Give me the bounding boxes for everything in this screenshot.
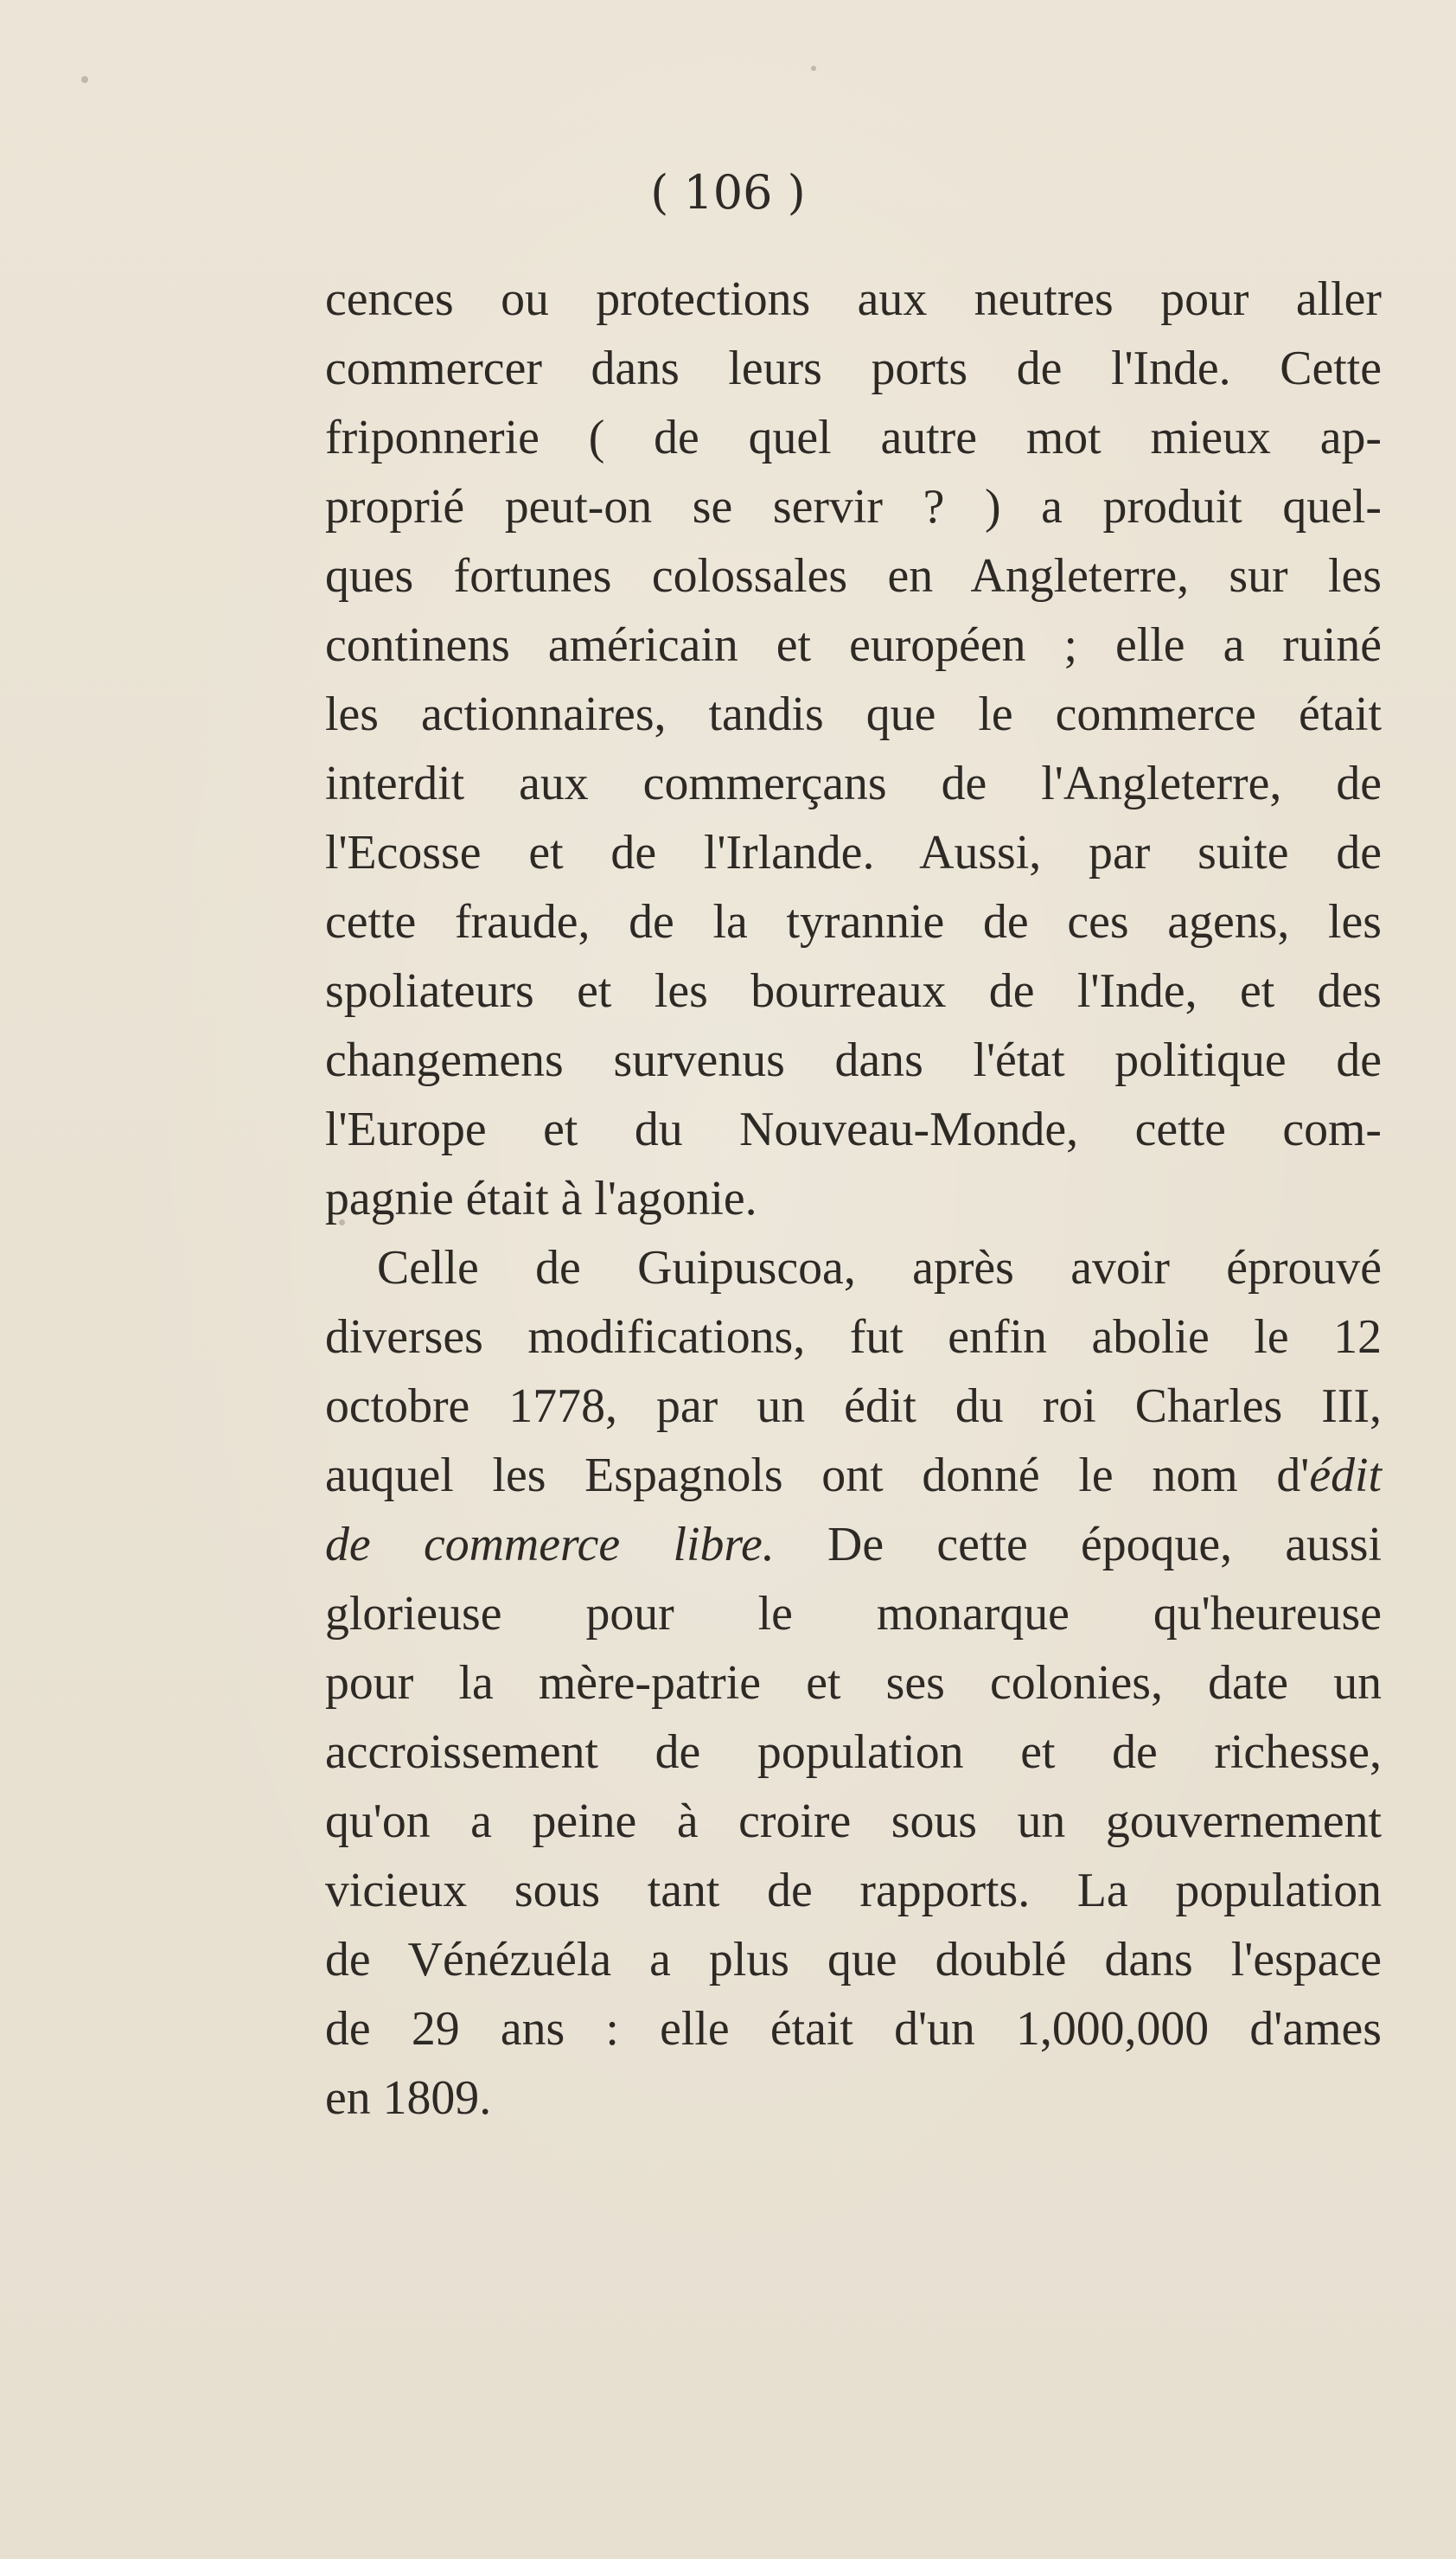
text-fragment: De cette époque, aussi xyxy=(774,1518,1382,1571)
text-line: l'Europe et du Nouveau-Monde, cette com- xyxy=(325,1103,1382,1156)
text-line: glorieuse pour le monarque qu'heureuse xyxy=(325,1587,1382,1641)
italic-text: de commerce libre. xyxy=(325,1518,775,1571)
text-line: qu'on a peine à croire sous un gouvernement xyxy=(325,1794,1382,1848)
text-fragment: auquel les Espagnols ont donné le nom d' xyxy=(325,1449,1310,1502)
text-line xyxy=(325,1441,1382,1510)
text-line: les actionnaires, tandis que le commerce était xyxy=(325,688,1382,741)
text-line: pour la mère-patrie et ses colonies, date un xyxy=(325,1656,1382,1710)
text-line: friponnerie ( de quel autre mot mieux ap- xyxy=(325,411,1382,464)
text-line: spoliateurs et les bourreaux de l'Inde, et des xyxy=(325,964,1382,1018)
text-line: cette fraude, de la tyrannie de ces agens, les xyxy=(325,895,1382,949)
text-line: de 29 ans : elle était d'un 1,000,000 d'ames xyxy=(325,2002,1382,2056)
paper-spot xyxy=(811,66,816,71)
text-line: ques fortunes colossales en Angleterre, sur les xyxy=(325,549,1382,603)
text-line: l'Ecosse et de l'Irlande. Aussi, par suite de xyxy=(325,826,1382,880)
italic-text: édit xyxy=(1309,1449,1382,1502)
paper-spot xyxy=(81,76,88,83)
page-number: ( 106 ) xyxy=(650,165,806,220)
text-line: en 1809. xyxy=(325,2071,492,2125)
text-line: vicieux sous tant de rapports. La population xyxy=(325,1864,1382,1917)
text-line xyxy=(325,1510,1382,1579)
text-line: interdit aux commerçans de l'Angleterre, de xyxy=(325,757,1382,810)
text-line: octobre 1778, par un édit du roi Charles III, xyxy=(325,1379,1382,1433)
text-line: de Vénézuéla a plus que doublé dans l'espace xyxy=(325,1933,1382,1986)
text-line: Celle de Guipuscoa, après avoir éprouvé xyxy=(377,1241,1382,1295)
text-line: commercer dans leurs ports de l'Inde. Cette xyxy=(325,342,1382,395)
text-line: cences ou protections aux neutres pour aller xyxy=(325,272,1382,326)
text-line: pagnie était à l'agonie. xyxy=(325,1172,757,1225)
text-line: continens américain et européen ; elle a ruiné xyxy=(325,618,1382,672)
text-line: changemens survenus dans l'état politique de xyxy=(325,1033,1382,1087)
text-line: proprié peut-on se servir ? ) a produit quel- xyxy=(325,480,1382,534)
body-text xyxy=(325,265,1382,2133)
text-line: accroissement de population et de richesse, xyxy=(325,1725,1382,1779)
text-line: diverses modifications, fut enfin abolie le 12 xyxy=(325,1310,1382,1364)
